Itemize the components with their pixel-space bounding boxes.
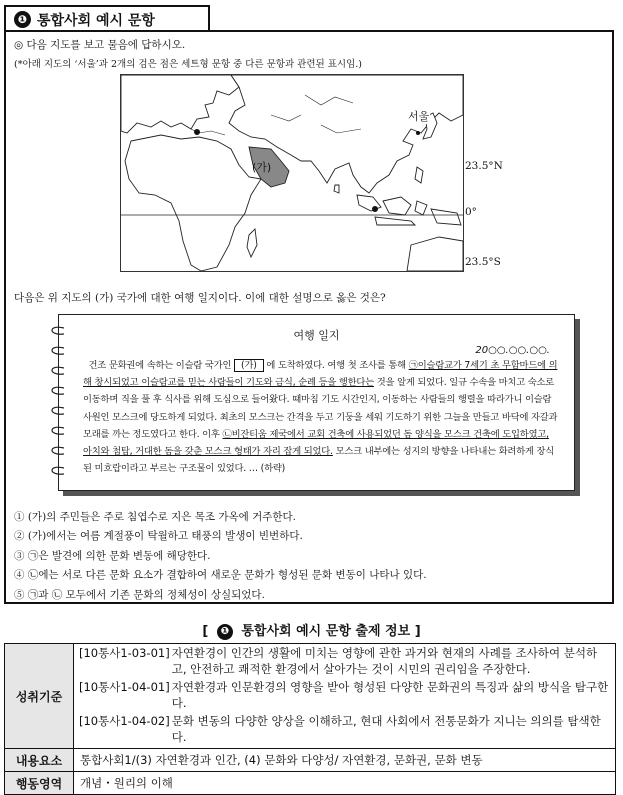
info-title-bracket-close: ] — [414, 624, 421, 639]
standard-code: [10통사1-04-01] — [79, 680, 170, 694]
choice-1[interactable]: ① (가)의 주민들은 주로 침엽수로 지은 목조 가옥에 거주한다. — [14, 511, 297, 523]
map-dot-southeast-asia — [372, 206, 378, 212]
travel-diary — [58, 314, 575, 491]
diary-text-3: 것을 알게 되었다. 일규 수속을 마치고 숙소로 이동하며 직을 풀 후 식사를 위해 도심으로 들어왔다. 때마침 기도 시간인지, 이동하는 사람들의 행렬을 따라가니 이슬람 사원인 모스크에 당도하게 되었다. 최초의 모스크는 간격을 두고 기둥을 세워 기도하기 위한 그늘을 만들고 바닥에 자갈과 모래를 까는 정도였다고 한다. 이후 — [83, 377, 558, 440]
standard-code: [10통사1-03-01] — [79, 646, 170, 660]
standard-text: 문화 변동의 다양한 양상을 이해하고, 현대 사회에서 전통문화가 지니는 의의를 탐색한다. — [171, 714, 601, 744]
diary-body — [83, 357, 558, 477]
standards-label: 성취기준 — [5, 644, 74, 749]
choice-5[interactable]: ⑤ ㉠과 ㉡ 모두에서 기존 문화의 정체성이 상실되었다. — [14, 588, 265, 601]
info-number-badge: ❶ — [217, 624, 233, 640]
standard-text: 자연환경이 인간의 생활에 미치는 영향에 관한 과거와 현재의 사례를 조사하여 분석하고, 안전하고 쾌적한 환경에서 살아가는 것이 시민의 권리임을 주장한다. — [171, 646, 598, 676]
standard-code: [10통사1-04-02] — [79, 714, 170, 728]
lat-label-south: 23.5°S — [465, 256, 501, 268]
standard-item — [75, 713, 614, 747]
lat-label-north: 23.5°N — [465, 160, 503, 172]
map-label-seoul: 서울 — [408, 110, 430, 123]
question-stem: 다음은 위 지도의 (가) 국가에 대한 여행 일지이다. 이에 대한 설명으로 옳은 것은? — [14, 292, 386, 304]
diary-underline-a: ㉠이슬람교가 7세기 초 무함마드에 의해 창시되었고 이슬람교를 믿는 사람들이 기도와 금식, 순례 등을 행한다는 — [83, 360, 558, 389]
info-title-bracket-open: [ — [202, 624, 209, 639]
map-drawing — [121, 75, 463, 271]
map-label-region-ga: (가) — [252, 161, 272, 174]
behavior-value: 개념・원리의 이해 — [74, 772, 616, 795]
lat-label-equator: 0° — [465, 206, 477, 218]
section-title-tab — [4, 5, 210, 32]
diary-text-2: 에 도착하였다. 여행 첫 조사를 통해 — [266, 360, 406, 371]
standard-item — [75, 645, 614, 679]
section-number-badge: ❶ — [14, 11, 31, 28]
choice-3[interactable]: ③ ㉠은 발견에 의한 문화 변동에 해당한다. — [14, 549, 211, 562]
world-map — [120, 74, 464, 272]
info-title — [0, 620, 623, 640]
map-note: (*아래 지도의 ‘서울’과 2개의 검은 점은 세트형 문항 중 다른 문항과 관련된 표시임.) — [14, 59, 362, 70]
item-info-table — [4, 643, 616, 795]
content-label: 내용요소 — [5, 749, 74, 772]
standards-cell — [74, 644, 616, 749]
diary-text-1: 건조 문화권에 속하는 이슬람 국가인 — [88, 360, 232, 371]
choice-4[interactable]: ④ ㉡에는 서로 다른 문화 요소가 결합하여 새로운 문화가 형성된 문화 변동이 나타나 있다. — [14, 569, 427, 582]
diary-date: 20○○.○○.○○. — [475, 345, 550, 356]
choice-2[interactable]: ② (가)에서는 여름 계절풍이 탁월하고 태풍의 발생이 빈번하다. — [14, 530, 303, 543]
standard-text: 자연환경과 인문환경의 영향을 받아 형성된 다양한 문화권의 특징과 삶의 방식을 탐구한다. — [171, 680, 609, 710]
info-title-text: 통합사회 예시 문항 출제 정보 — [241, 624, 411, 639]
instruction-text: ◎ 다음 지도를 보고 물음에 답하시오. — [14, 39, 186, 51]
standard-item — [75, 679, 614, 713]
map-dot-mediterranean — [194, 129, 200, 135]
behavior-label: 행동영역 — [5, 772, 74, 795]
diary-text-4: 모스크 내부에는 성지의 방향을 나타내는 화려하게 장식된 미흐랍이라고 부르는 구조물이 있었다. … (하략) — [83, 446, 555, 475]
diary-title: 여행 일지 — [293, 329, 340, 342]
section-title: 통합사회 예시 문항 — [37, 12, 155, 29]
map-dot-seoul — [416, 131, 420, 135]
content-value: 통합사회1/(3) 자연환경과 인간, (4) 문화와 다양성/ 자연환경, 문화권, 문화 변동 — [74, 749, 616, 772]
answer-choices — [14, 508, 427, 605]
diary-blank-ga: (가) — [234, 359, 264, 372]
diary-underline-b: ㉡비잔티움 제국에서 교회 건축에 사용되었던 돔 양식을 모스크 건축에 도입하였고, 아치와 첨탑, 거대한 돔을 갖춘 모스크 형태가 자리 잡게 되었다. — [83, 428, 549, 458]
spiral-binding-icon — [44, 322, 74, 482]
